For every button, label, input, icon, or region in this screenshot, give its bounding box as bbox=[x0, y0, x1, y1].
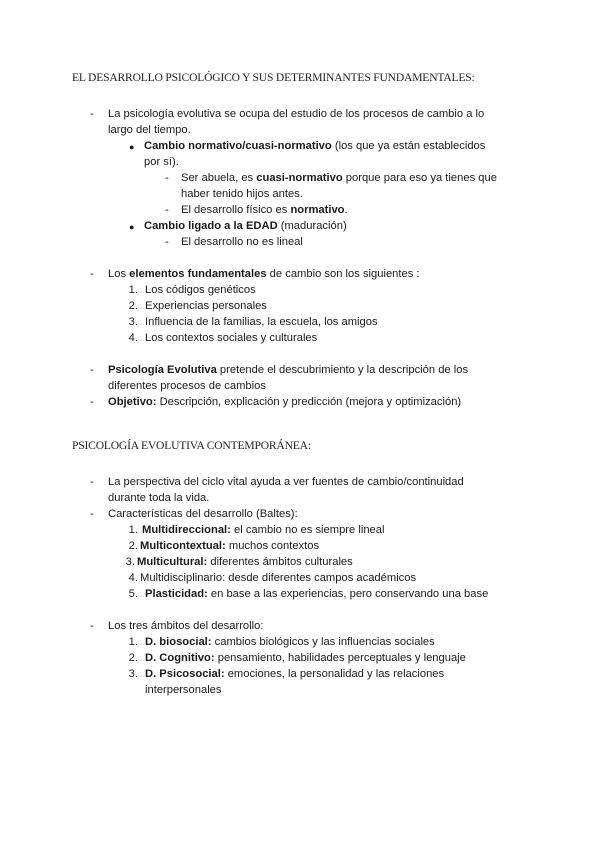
section-title-desarrollo: EL DESARROLLO PSICOLÓGICO Y SUS DETERMINANTES FUNDAMENTALES: bbox=[72, 71, 475, 84]
paragraph-line: durante toda la vida. bbox=[108, 492, 210, 504]
bold-term: D. biosocial: bbox=[145, 636, 212, 648]
bullet-icon: ● bbox=[129, 142, 135, 152]
list-number: 1. bbox=[128, 524, 138, 536]
text: cambios biológicos y las influencias sociales bbox=[211, 636, 435, 648]
list-item: Los códigos genéticos bbox=[145, 284, 256, 296]
paragraph-line: largo del tiempo. bbox=[108, 124, 191, 136]
bold-term: elementos fundamentales bbox=[129, 268, 267, 280]
paragraph-line: interpersonales bbox=[145, 684, 222, 696]
bold-term: Cambio normativo/cuasi-normativo bbox=[144, 140, 332, 152]
text: emociones, la personalidad y las relaciones bbox=[224, 668, 445, 680]
list-item bbox=[137, 554, 353, 570]
list-number: 3. bbox=[128, 668, 138, 680]
bold-term: Plasticidad: bbox=[145, 588, 208, 600]
paragraph-elementos bbox=[108, 266, 420, 282]
bold-term: Multicontextual: bbox=[140, 540, 226, 552]
bold-term: D. Psicosocial: bbox=[145, 668, 225, 680]
list-item: Experiencias personales bbox=[145, 300, 267, 312]
bold-term: normativo bbox=[290, 204, 345, 216]
list-item bbox=[145, 586, 488, 602]
paragraph-line: haber tenido hijos antes. bbox=[181, 188, 303, 200]
bold-term: D. Cognitivo: bbox=[145, 652, 215, 664]
text: pretende el descubrimiento y la descripción de los bbox=[216, 364, 469, 376]
dash-bullet: - bbox=[165, 204, 169, 216]
bold-term: Multidireccional: bbox=[142, 524, 231, 536]
list-item bbox=[145, 650, 466, 666]
text: de cambio son los siguientes : bbox=[266, 268, 420, 280]
list-number: 2. bbox=[128, 652, 138, 664]
paragraph-line: diferentes procesos de cambios bbox=[108, 380, 266, 392]
list-number: 3. bbox=[128, 316, 138, 328]
bold-term: Objetivo: bbox=[108, 396, 157, 408]
list-item bbox=[145, 666, 444, 682]
subitem-edad bbox=[144, 218, 347, 234]
text: Descripción, explicación y predicción (mejora y optimización) bbox=[156, 396, 462, 408]
dash-bullet: - bbox=[90, 364, 94, 376]
dash-bullet: - bbox=[90, 396, 94, 408]
dash-bullet: - bbox=[90, 508, 94, 520]
example-abuela bbox=[181, 170, 497, 186]
list-number: 2. bbox=[128, 540, 138, 552]
dash-bullet: - bbox=[90, 268, 94, 280]
bullet-icon: ● bbox=[129, 222, 135, 232]
text: Multidisciplinario: desde diferentes campos académicos bbox=[140, 572, 417, 584]
list-number: 5. bbox=[128, 588, 138, 600]
subitem-text: (los que ya están establecidos bbox=[331, 140, 486, 152]
text: el cambio no es siempre lineal bbox=[230, 524, 385, 536]
list-item bbox=[145, 634, 435, 650]
bold-term: Cambio ligado a la EDAD bbox=[144, 220, 278, 232]
list-number: 2. bbox=[128, 300, 138, 312]
list-item: Influencia de la familias, la escuela, los amigos bbox=[145, 316, 378, 328]
list-item: Los contextos sociales y culturales bbox=[145, 332, 318, 344]
paragraph-ambitos: Los tres ámbitos del desarrollo: bbox=[108, 620, 264, 632]
text: . bbox=[344, 204, 348, 216]
text: en base a las experiencias, pero conservando una base bbox=[207, 588, 489, 600]
text: El desarrollo físico es bbox=[181, 204, 291, 216]
paragraph-caracteristicas: Características del desarrollo (Baltes): bbox=[108, 508, 298, 520]
dash-bullet: - bbox=[90, 620, 94, 632]
paragraph-psicologia-evolutiva bbox=[108, 362, 468, 378]
list-number: 1. bbox=[128, 284, 138, 296]
bold-term: cuasi-normativo bbox=[256, 172, 343, 184]
paragraph-line: La psicología evolutiva se ocupa del estudio de los procesos de cambio a lo bbox=[108, 108, 485, 120]
paragraph-line: La perspectiva del ciclo vital ayuda a ver fuentes de cambio/continuidad bbox=[108, 476, 464, 488]
section-title-contemporanea: PSICOLOGÍA EVOLUTIVA CONTEMPORÁNEA: bbox=[72, 439, 311, 452]
text: Ser abuela, es bbox=[181, 172, 257, 184]
text: diferentes ámbitos culturales bbox=[207, 556, 353, 568]
text: (maduración) bbox=[277, 220, 347, 232]
list-number: 1. bbox=[128, 636, 138, 648]
example-fisico bbox=[181, 202, 348, 218]
dash-bullet: - bbox=[90, 476, 94, 488]
paragraph-objetivo bbox=[108, 394, 461, 410]
text: Los bbox=[108, 268, 130, 280]
text: pensamiento, habilidades perceptuales y lenguaje bbox=[214, 652, 466, 664]
list-number: 4. bbox=[128, 572, 138, 584]
list-item bbox=[142, 522, 384, 538]
text: porque para eso ya tienes que bbox=[342, 172, 497, 184]
paragraph-line: por sí). bbox=[144, 156, 179, 168]
dash-bullet: - bbox=[165, 172, 169, 184]
list-item bbox=[140, 538, 319, 554]
bold-term: Psicología Evolutiva bbox=[108, 364, 217, 376]
subitem-normativo bbox=[144, 138, 485, 154]
dash-bullet: - bbox=[165, 236, 169, 248]
bold-term: Multicultural: bbox=[137, 556, 208, 568]
example-lineal: El desarrollo no es lineal bbox=[181, 236, 303, 248]
list-number: 3. bbox=[125, 556, 135, 568]
text: muchos contextos bbox=[225, 540, 320, 552]
list-item bbox=[140, 570, 416, 586]
dash-bullet: - bbox=[90, 108, 94, 120]
list-number: 4. bbox=[128, 332, 138, 344]
